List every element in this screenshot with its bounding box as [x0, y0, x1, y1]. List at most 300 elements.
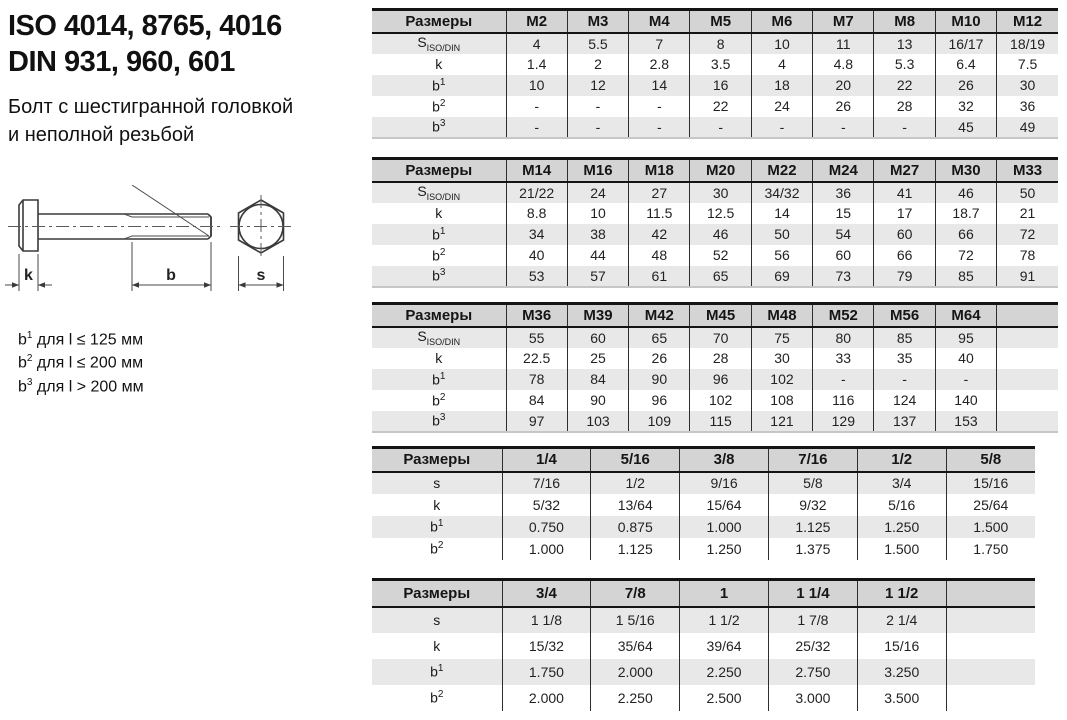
value-cell: 21/22 [506, 182, 567, 203]
value-cell: 109 [629, 411, 690, 432]
value-cell: 41 [874, 182, 935, 203]
value-cell: 4.8 [813, 54, 874, 75]
value-cell: 16/17 [935, 33, 996, 54]
size-column-header: M64 [935, 304, 996, 327]
value-cell: 26 [935, 75, 996, 96]
row-label-cell: $S_{ISO/DIN}$ [372, 327, 506, 348]
value-cell: 24 [751, 96, 812, 117]
size-column-header: M5 [690, 10, 751, 33]
value-cell: 60 [874, 224, 935, 245]
size-column-header: M52 [813, 304, 874, 327]
value-cell: 3/4 [857, 472, 946, 494]
size-column-header: 1 [680, 580, 769, 607]
value-cell: 8 [690, 33, 751, 54]
sizes-header-cell: Размеры [372, 580, 502, 607]
sizes-header-cell: Размеры [372, 448, 502, 472]
value-cell: 46 [690, 224, 751, 245]
value-cell: - [813, 117, 874, 138]
value-cell: 85 [935, 266, 996, 287]
value-cell: 36 [813, 182, 874, 203]
dimension-s [239, 256, 284, 291]
table-row [372, 266, 1058, 287]
size-column-header: M27 [874, 159, 935, 182]
dim-label-b: b [166, 267, 176, 284]
size-column-header: 1 1/4 [768, 580, 857, 607]
size-column-header: M42 [629, 304, 690, 327]
spec-table-metric-m14-m33 [372, 157, 1058, 288]
spec-table-inch-small [372, 446, 1035, 560]
size-column-header: 3/4 [502, 580, 591, 607]
value-cell: 7 [629, 33, 690, 54]
dimension-table [372, 302, 1058, 433]
thread-length-notes [18, 326, 144, 396]
header-row [372, 159, 1058, 182]
value-cell: 15/64 [680, 494, 769, 516]
value-cell: 22 [690, 96, 751, 117]
value-cell: 72 [997, 224, 1058, 245]
value-cell: 1.500 [946, 516, 1035, 538]
size-column-header: M20 [690, 159, 751, 182]
value-cell: 121 [751, 411, 812, 432]
table-row [372, 494, 1035, 516]
table-row [372, 54, 1058, 75]
row-label-cell: $b^3$ [372, 266, 506, 287]
value-cell: 34 [506, 224, 567, 245]
value-cell: 91 [997, 266, 1058, 287]
table-row [372, 224, 1058, 245]
value-cell: 40 [935, 348, 996, 369]
value-cell: - [567, 117, 628, 138]
value-cell: 1.000 [680, 516, 769, 538]
table-row [372, 390, 1058, 411]
value-cell: 1 7/8 [768, 607, 857, 633]
value-cell: 108 [751, 390, 812, 411]
value-cell: 1.750 [502, 659, 591, 685]
value-cell: 35 [874, 348, 935, 369]
value-cell: 18.7 [935, 203, 996, 224]
size-column-header [946, 580, 1035, 607]
size-column-header: M33 [997, 159, 1058, 182]
value-cell: 30 [997, 75, 1058, 96]
table-row [372, 117, 1058, 138]
value-cell: 1.000 [502, 538, 591, 560]
value-cell: 137 [874, 411, 935, 432]
row-label-cell: k [372, 348, 506, 369]
size-column-header: M8 [874, 10, 935, 33]
size-column-header: 3/8 [680, 448, 769, 472]
value-cell: 4 [751, 54, 812, 75]
value-cell: 2.250 [680, 659, 769, 685]
value-cell: 27 [629, 182, 690, 203]
table-row [372, 245, 1058, 266]
size-column-header: M4 [629, 10, 690, 33]
header-row [372, 10, 1058, 33]
value-cell: 129 [813, 411, 874, 432]
value-cell: 1.250 [680, 538, 769, 560]
standards-title [8, 8, 282, 80]
value-cell: - [506, 96, 567, 117]
value-cell: 24 [567, 182, 628, 203]
row-label-cell: $b^1$ [372, 659, 502, 685]
table-row [372, 659, 1035, 685]
value-cell: 66 [935, 224, 996, 245]
value-cell: 42 [629, 224, 690, 245]
table-row [372, 411, 1058, 432]
value-cell: 44 [567, 245, 628, 266]
header-row [372, 304, 1058, 327]
value-cell: 25/32 [768, 633, 857, 659]
row-label-cell: $b^1$ [372, 224, 506, 245]
value-cell: 46 [935, 182, 996, 203]
value-cell: 66 [874, 245, 935, 266]
size-column-header: M22 [751, 159, 812, 182]
table-row [372, 33, 1058, 54]
dimension-table [372, 8, 1058, 139]
row-label-cell: k [372, 494, 502, 516]
size-column-header: 5/16 [591, 448, 680, 472]
table-row [372, 538, 1035, 560]
value-cell [946, 659, 1035, 685]
size-column-header: M2 [506, 10, 567, 33]
value-cell: 5/32 [502, 494, 591, 516]
size-column-header: 1/2 [857, 448, 946, 472]
value-cell: 33 [813, 348, 874, 369]
dimension-k [5, 254, 52, 291]
value-cell: 10 [506, 75, 567, 96]
value-cell: 45 [935, 117, 996, 138]
row-label-cell: $b^1$ [372, 516, 502, 538]
dimension-b [132, 242, 211, 291]
value-cell: 1.750 [946, 538, 1035, 560]
value-cell: 96 [690, 369, 751, 390]
bolt-drawing-svg [0, 185, 330, 310]
value-cell [997, 390, 1058, 411]
value-cell: - [751, 117, 812, 138]
value-cell: - [567, 96, 628, 117]
value-cell: 28 [874, 96, 935, 117]
value-cell: 26 [813, 96, 874, 117]
value-cell: 1.125 [591, 538, 680, 560]
table-row [372, 96, 1058, 117]
value-cell: 40 [506, 245, 567, 266]
value-cell: 28 [690, 348, 751, 369]
value-cell: - [629, 96, 690, 117]
row-label-cell: $S_{ISO/DIN}$ [372, 33, 506, 54]
table-row [372, 75, 1058, 96]
description-line-1: Болт с шестигранной головкой [8, 96, 294, 118]
value-cell: 2.8 [629, 54, 690, 75]
dim-label-k: k [24, 267, 33, 284]
value-cell: 1/2 [591, 472, 680, 494]
value-cell: 15/32 [502, 633, 591, 659]
row-label-cell: $b^2$ [372, 245, 506, 266]
table-row [372, 182, 1058, 203]
value-cell: 16 [690, 75, 751, 96]
value-cell: 84 [567, 369, 628, 390]
value-cell: 22 [874, 75, 935, 96]
row-label-cell: $b^2$ [372, 685, 502, 711]
note-line: $b^1$ для l ≤ 125 мм [18, 330, 144, 349]
value-cell: 60 [567, 327, 628, 348]
value-cell [997, 348, 1058, 369]
value-cell: 18/19 [997, 33, 1058, 54]
dimension-table [372, 446, 1035, 560]
value-cell: 26 [629, 348, 690, 369]
value-cell: 55 [506, 327, 567, 348]
value-cell: 1 5/16 [591, 607, 680, 633]
value-cell: 124 [874, 390, 935, 411]
value-cell: 140 [935, 390, 996, 411]
value-cell: 102 [690, 390, 751, 411]
value-cell: 61 [629, 266, 690, 287]
size-column-header: M36 [506, 304, 567, 327]
value-cell: 13/64 [591, 494, 680, 516]
value-cell: 3.250 [857, 659, 946, 685]
value-cell: 39/64 [680, 633, 769, 659]
row-label-cell: s [372, 472, 502, 494]
value-cell: 30 [690, 182, 751, 203]
table-row [372, 607, 1035, 633]
header-row [372, 580, 1035, 607]
value-cell: - [874, 117, 935, 138]
value-cell: 90 [567, 390, 628, 411]
value-cell: 1.125 [768, 516, 857, 538]
table-row [372, 203, 1058, 224]
value-cell: 54 [813, 224, 874, 245]
spec-table-metric-m2-m12 [372, 8, 1058, 139]
sizes-header-cell: Размеры [372, 159, 506, 182]
size-column-header: 7/16 [768, 448, 857, 472]
table-row [372, 472, 1035, 494]
row-label-cell: s [372, 607, 502, 633]
value-cell: 22.5 [506, 348, 567, 369]
description-line-2: и неполной резьбой [8, 124, 195, 146]
value-cell: 103 [567, 411, 628, 432]
value-cell: 49 [997, 117, 1058, 138]
row-label-cell: k [372, 203, 506, 224]
value-cell: 90 [629, 369, 690, 390]
value-cell: 14 [751, 203, 812, 224]
value-cell: 7/16 [502, 472, 591, 494]
value-cell [946, 685, 1035, 711]
dim-label-s: s [256, 267, 266, 284]
value-cell: 102 [751, 369, 812, 390]
table-row [372, 369, 1058, 390]
value-cell: 3.000 [768, 685, 857, 711]
value-cell: 72 [935, 245, 996, 266]
value-cell: 5.3 [874, 54, 935, 75]
value-cell: 38 [567, 224, 628, 245]
value-cell: 20 [813, 75, 874, 96]
size-column-header: 7/8 [591, 580, 680, 607]
value-cell: 57 [567, 266, 628, 287]
row-label-cell: $b^1$ [372, 75, 506, 96]
size-column-header: M48 [751, 304, 812, 327]
size-column-header: 1 1/2 [857, 580, 946, 607]
value-cell: 2.250 [591, 685, 680, 711]
note-line: $b^3$ для l > 200 мм [18, 376, 144, 395]
table-row [372, 516, 1035, 538]
value-cell: 78 [506, 369, 567, 390]
size-column-header: M56 [874, 304, 935, 327]
value-cell: 0.750 [502, 516, 591, 538]
row-label-cell: $S_{ISO/DIN}$ [372, 182, 506, 203]
row-label-cell: k [372, 54, 506, 75]
header-row [372, 448, 1035, 472]
size-column-header: M7 [813, 10, 874, 33]
value-cell [946, 607, 1035, 633]
value-cell: 15/16 [857, 633, 946, 659]
value-cell: - [813, 369, 874, 390]
value-cell [997, 411, 1058, 432]
value-cell: 50 [997, 182, 1058, 203]
value-cell: 73 [813, 266, 874, 287]
value-cell: 11.5 [629, 203, 690, 224]
value-cell: - [506, 117, 567, 138]
value-cell: 5.5 [567, 33, 628, 54]
value-cell: 21 [997, 203, 1058, 224]
value-cell: 25 [567, 348, 628, 369]
value-cell: 2 1/4 [857, 607, 946, 633]
size-column-header: M18 [629, 159, 690, 182]
value-cell [946, 633, 1035, 659]
size-column-header: M24 [813, 159, 874, 182]
value-cell: 69 [751, 266, 812, 287]
value-cell: 95 [935, 327, 996, 348]
value-cell: 34/32 [751, 182, 812, 203]
size-column-header: 1/4 [502, 448, 591, 472]
value-cell: 17 [874, 203, 935, 224]
value-cell: 9/32 [768, 494, 857, 516]
value-cell: 13 [874, 33, 935, 54]
size-column-header: M39 [567, 304, 628, 327]
value-cell: 14 [629, 75, 690, 96]
table-row [372, 685, 1035, 711]
value-cell: 15 [813, 203, 874, 224]
value-cell: 10 [751, 33, 812, 54]
size-column-header: M12 [997, 10, 1058, 33]
value-cell: 4 [506, 33, 567, 54]
size-column-header: M6 [751, 10, 812, 33]
value-cell: 6.4 [935, 54, 996, 75]
value-cell: 70 [690, 327, 751, 348]
value-cell: 15/16 [946, 472, 1035, 494]
value-cell: 2.000 [502, 685, 591, 711]
value-cell: 96 [629, 390, 690, 411]
value-cell: 35/64 [591, 633, 680, 659]
value-cell: 7.5 [997, 54, 1058, 75]
value-cell: 1 1/2 [680, 607, 769, 633]
value-cell: 8.8 [506, 203, 567, 224]
value-cell: 36 [997, 96, 1058, 117]
value-cell: 84 [506, 390, 567, 411]
size-column-header: M16 [567, 159, 628, 182]
row-label-cell: k [372, 633, 502, 659]
value-cell: 1.4 [506, 54, 567, 75]
value-cell: 80 [813, 327, 874, 348]
value-cell: 50 [751, 224, 812, 245]
value-cell: 56 [751, 245, 812, 266]
spec-table-metric-m36-m64 [372, 302, 1058, 433]
bolt-side-view [8, 185, 222, 251]
value-cell: 116 [813, 390, 874, 411]
value-cell: 18 [751, 75, 812, 96]
value-cell: 115 [690, 411, 751, 432]
sizes-header-cell: Размеры [372, 10, 506, 33]
row-label-cell: $b^2$ [372, 390, 506, 411]
value-cell: 65 [690, 266, 751, 287]
dimension-table [372, 578, 1035, 711]
value-cell: 2.000 [591, 659, 680, 685]
value-cell: 78 [997, 245, 1058, 266]
value-cell: 3.5 [690, 54, 751, 75]
value-cell: 2.500 [680, 685, 769, 711]
value-cell: 12.5 [690, 203, 751, 224]
value-cell: - [935, 369, 996, 390]
value-cell: 3.500 [857, 685, 946, 711]
value-cell [997, 369, 1058, 390]
value-cell: 75 [751, 327, 812, 348]
dimension-table [372, 157, 1058, 288]
value-cell: 1.250 [857, 516, 946, 538]
product-description [8, 93, 293, 149]
value-cell: 53 [506, 266, 567, 287]
value-cell: - [874, 369, 935, 390]
value-cell: 25/64 [946, 494, 1035, 516]
value-cell: 52 [690, 245, 751, 266]
table-row [372, 327, 1058, 348]
value-cell: 0.875 [591, 516, 680, 538]
value-cell: 153 [935, 411, 996, 432]
value-cell: 79 [874, 266, 935, 287]
row-label-cell: $b^3$ [372, 117, 506, 138]
row-label-cell: $b^2$ [372, 96, 506, 117]
sizes-header-cell: Размеры [372, 304, 506, 327]
table-row [372, 633, 1035, 659]
value-cell: 30 [751, 348, 812, 369]
value-cell: 65 [629, 327, 690, 348]
value-cell: 5/16 [857, 494, 946, 516]
value-cell: 85 [874, 327, 935, 348]
value-cell: 60 [813, 245, 874, 266]
value-cell: - [629, 117, 690, 138]
value-cell: 12 [567, 75, 628, 96]
value-cell: 5/8 [768, 472, 857, 494]
size-column-header: M45 [690, 304, 751, 327]
value-cell: 2.750 [768, 659, 857, 685]
row-label-cell: $b^2$ [372, 538, 502, 560]
value-cell: 97 [506, 411, 567, 432]
value-cell: 1.375 [768, 538, 857, 560]
bolt-technical-drawing [0, 185, 330, 310]
value-cell: 1.500 [857, 538, 946, 560]
value-cell: 48 [629, 245, 690, 266]
note-line: $b^2$ для l ≤ 200 мм [18, 353, 144, 372]
size-column-header: M14 [506, 159, 567, 182]
size-column-header: 5/8 [946, 448, 1035, 472]
value-cell: 9/16 [680, 472, 769, 494]
value-cell: - [690, 117, 751, 138]
size-column-header: M30 [935, 159, 996, 182]
din-standards-line: DIN 931, 960, 601 [8, 46, 235, 78]
size-column-header: M10 [935, 10, 996, 33]
value-cell: 32 [935, 96, 996, 117]
iso-standards-line: ISO 4014, 8765, 4016 [8, 10, 282, 42]
value-cell [997, 327, 1058, 348]
table-row [372, 348, 1058, 369]
row-label-cell: $b^3$ [372, 411, 506, 432]
size-column-header: M3 [567, 10, 628, 33]
